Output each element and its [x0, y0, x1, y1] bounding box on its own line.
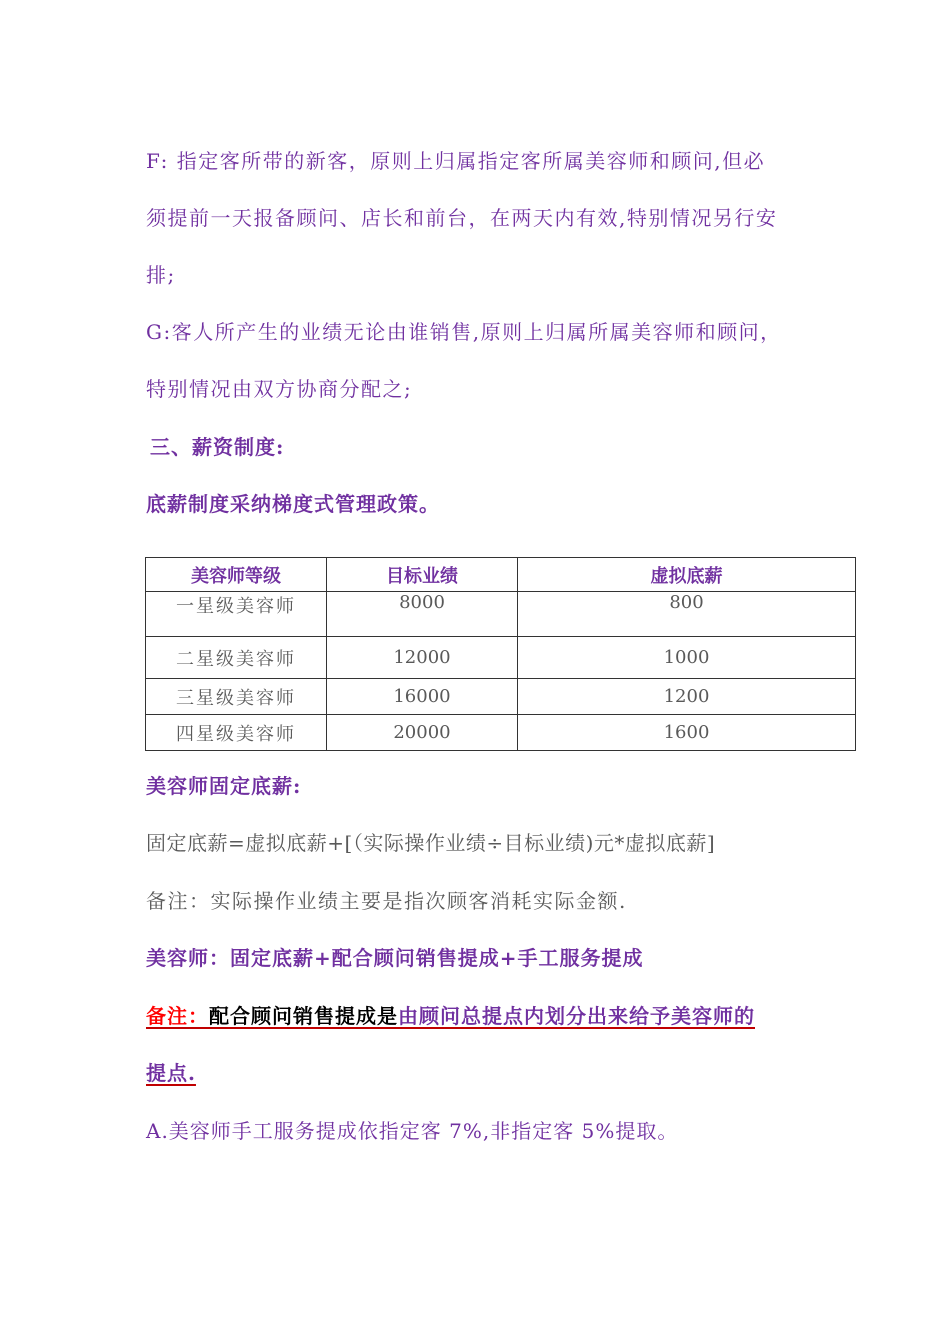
- beautician-formula: 美容师：固定底薪+配合顾问销售提成+手工服务提成: [146, 946, 644, 970]
- paragraph-f-line-3: 排;: [146, 263, 176, 287]
- beautician-note: [146, 1000, 755, 1029]
- table-row: [146, 592, 856, 637]
- fixed-salary-note: 备注：实际操作业绩主要是指次顾客消耗实际金额.: [146, 889, 627, 913]
- section-intro: 底薪制度采纳梯度式管理政策。: [146, 492, 440, 516]
- cell-target: 8000: [327, 592, 518, 637]
- rule-a: A.美容师手工服务提成依指定客 7%,非指定客 5%提取。: [146, 1119, 679, 1143]
- note-black-text: 配合顾问销售提成是: [209, 1004, 398, 1028]
- note-purple-text: 由顾问总提点内划分出来给予美容师的: [398, 1004, 755, 1028]
- paragraph-f-line-2: 须提前一天报备顾问、店长和前台，在两天内有效,特别情况另行安: [146, 206, 778, 230]
- fixed-salary-formula: 固定底薪=虚拟底薪+[（实际操作业绩÷目标业绩)元*虚拟底薪]: [146, 831, 716, 855]
- cell-level: 二星级美容师: [146, 637, 327, 679]
- cell-virtual-salary: 800: [518, 592, 856, 637]
- cell-virtual-salary: 1000: [518, 637, 856, 679]
- header-virtual-salary: 虚拟底薪: [518, 558, 856, 592]
- cell-virtual-salary: 1600: [518, 715, 856, 751]
- header-level: 美容师等级: [146, 558, 327, 592]
- cell-level: 一星级美容师: [146, 592, 327, 637]
- cell-level: 四星级美容师: [146, 715, 327, 751]
- salary-table: [145, 557, 856, 751]
- cell-target: 20000: [327, 715, 518, 751]
- table-header-row: [146, 558, 856, 592]
- cell-target: 16000: [327, 679, 518, 715]
- fixed-salary-title: 美容师固定底薪:: [146, 774, 302, 798]
- table-row: [146, 637, 856, 679]
- beautician-note-line-2: 提点.: [146, 1061, 196, 1085]
- table-row: [146, 715, 856, 751]
- paragraph-g-line-2: 特别情况由双方协商分配之;: [146, 377, 413, 401]
- paragraph-f-line-1: F: 指定客所带的新客，原则上归属指定客所属美容师和顾问,但必: [146, 149, 766, 173]
- cell-level: 三星级美容师: [146, 679, 327, 715]
- cell-target: 12000: [327, 637, 518, 679]
- header-target: 目标业绩: [327, 558, 518, 592]
- paragraph-g-line-1: G:客人所产生的业绩无论由谁销售,原则上归属所属美容师和顾问，: [146, 320, 782, 344]
- table-row: [146, 679, 856, 715]
- note-label: 备注：: [146, 1004, 209, 1028]
- cell-virtual-salary: 1200: [518, 679, 856, 715]
- section-heading: 三、薪资制度:: [150, 435, 285, 459]
